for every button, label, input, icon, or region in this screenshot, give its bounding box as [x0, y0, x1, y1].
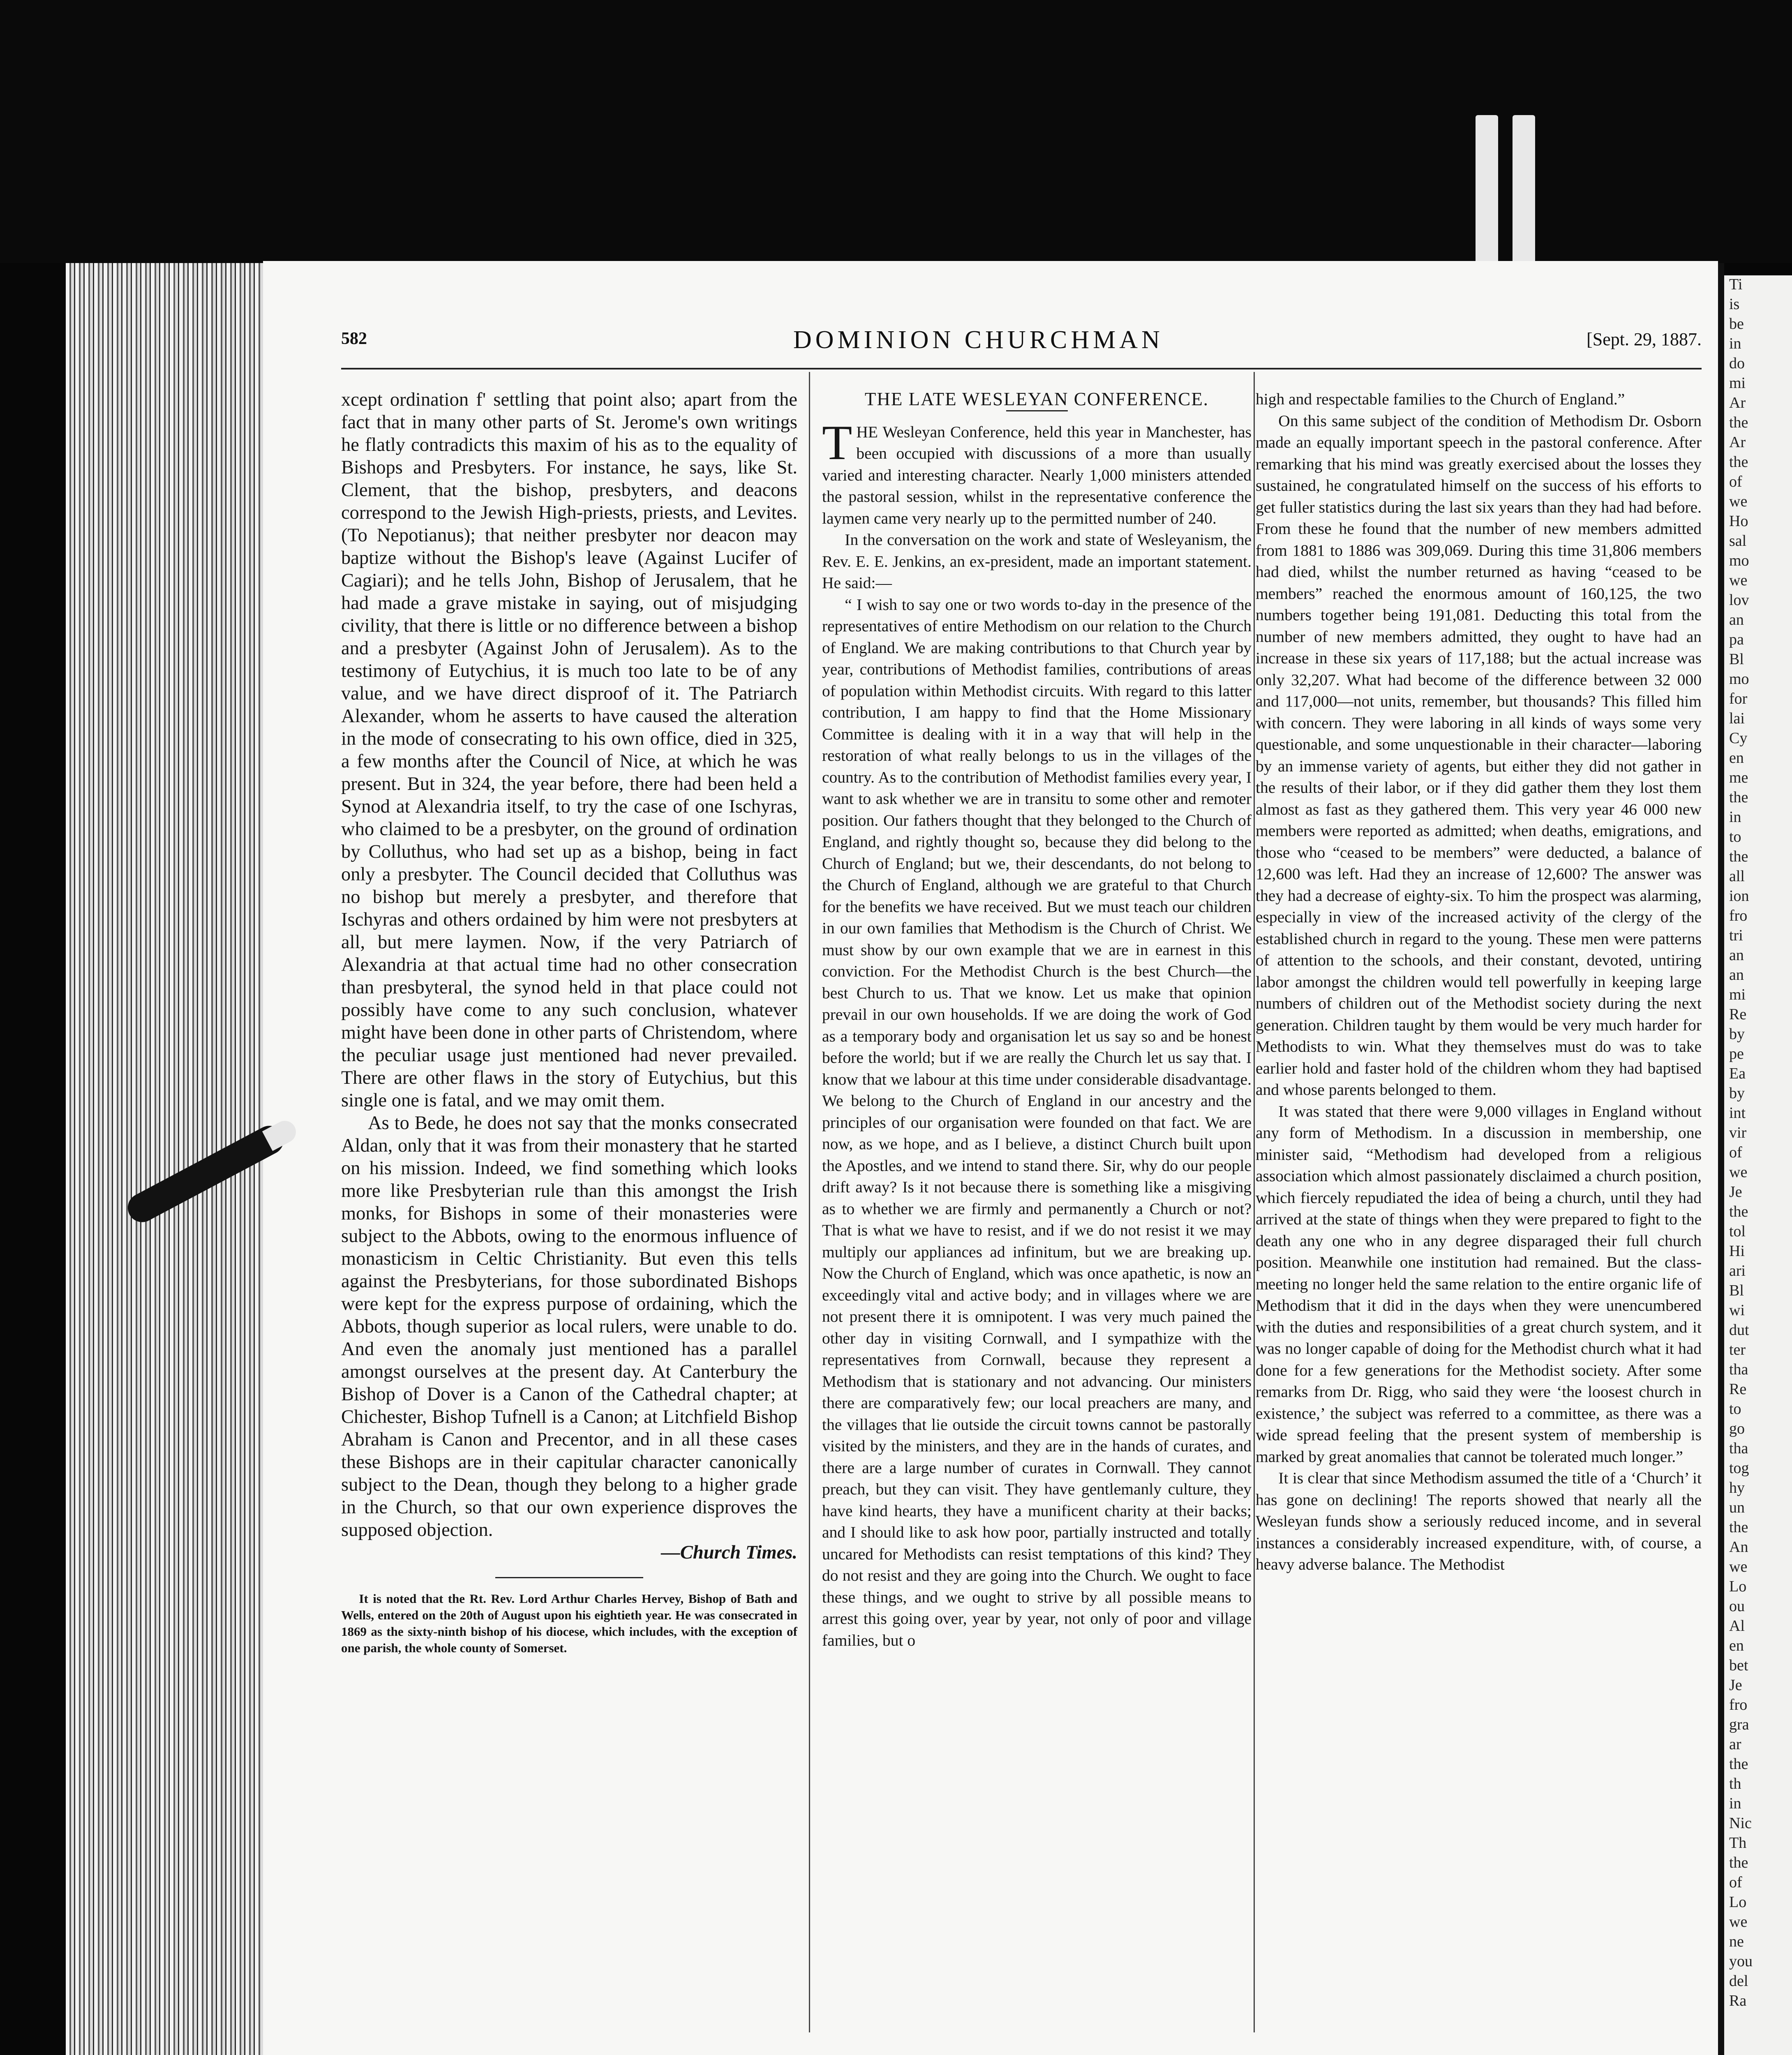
adjacent-page-word-fragment: to: [1729, 828, 1741, 845]
adjacent-page-word-fragment: Ho: [1729, 513, 1748, 530]
adjacent-page-word-fragment: an: [1729, 947, 1744, 964]
adjacent-page-word-fragment: ne: [1729, 1933, 1744, 1950]
adjacent-page-word-fragment: un: [1729, 1499, 1745, 1516]
adjacent-page-word-fragment: Je: [1729, 1676, 1742, 1694]
adjacent-page-word-fragment: th: [1729, 1775, 1741, 1792]
adjacent-page-word-fragment: the: [1729, 1519, 1748, 1536]
adjacent-page-word-fragment: ou: [1729, 1598, 1745, 1615]
adjacent-page-word-fragment: of: [1729, 473, 1742, 490]
body-paragraph: It is clear that since Methodism assumed the title of a ‘Church’ it has gone on declining! The reports showed that nearly all the Wesleyan funds show a seriously reduced income, and in several instances a considerably increased expenditure, with, of course, a heavy adverse balance. The Methodist: [1256, 1469, 1702, 1573]
adjacent-page-word-fragment: we: [1729, 572, 1748, 589]
adjacent-page-word-fragment: pa: [1729, 631, 1744, 648]
adjacent-page-word-fragment: vir: [1729, 1124, 1747, 1141]
adjacent-page-word-fragment: Bl: [1729, 651, 1744, 668]
headline-rule: [1006, 410, 1068, 411]
adjacent-page-fragment: [1724, 275, 1792, 2055]
article-headline: THE LATE WESLEYAN CONFERENCE.: [864, 389, 1209, 409]
adjacent-page-word-fragment: tha: [1729, 1361, 1748, 1378]
adjacent-page-word-fragment: ari: [1729, 1262, 1746, 1279]
book-spine: [1718, 263, 1724, 2055]
body-paragraph: It was stated that there were 9,000 villages in England without any form of Methodism. In a discussion in membership, one minister said, “Methodism had developed from a religious association which almost passionately disclaimed a church position, which fiercely repudiated the idea of being a church, until they had arrived at the state of things when they were prepared to fight to the death any one who in any degree disparaged their full church position. Meanwhile one institution had remained. But the class-meeting no longer held the same relation to the entire organic life of Methodism that it did in the days when they were unencumbered with the duties and responsibilities of a great church system, and it was no longer capable of doing for the Methodist church what it had done for a few generations for the Methodist society. After some remarks from Dr. Rigg, who said they were ‘the loosest church in existence,’ the subject was referred to a committee, as there was a wide spread feeling that the present system of membership is marked by great anomalies that cannot be tolerated much longer.”: [1256, 1102, 1702, 1466]
adjacent-page-word-fragment: go: [1729, 1420, 1745, 1437]
adjacent-page-word-fragment: del: [1729, 1972, 1748, 1990]
adjacent-page-word-fragment: the: [1729, 789, 1748, 806]
body-paragraph: In the conversation on the work and state of Wesleyanism, the Rev. E. E. Jenkins, an ex-president, made an important statement. He said:—: [822, 531, 1252, 592]
adjacent-page-word-fragment: An: [1729, 1538, 1748, 1556]
column-2: [822, 388, 1252, 1651]
adjacent-page-word-fragment: be: [1729, 315, 1744, 332]
adjacent-page-word-fragment: in: [1729, 808, 1741, 826]
adjacent-page-word-fragment: Lo: [1729, 1893, 1747, 1911]
adjacent-page-word-fragment: mi: [1729, 374, 1746, 392]
scanner-clip-mark: [1513, 115, 1535, 271]
adjacent-page-word-fragment: Bl: [1729, 1282, 1744, 1299]
adjacent-page-word-fragment: ion: [1729, 887, 1749, 905]
body-paragraph: high and respectable families to the Church of England.”: [1256, 390, 1625, 408]
body-paragraph: On this same subject of the condition of Methodism Dr. Osborn made an equally important speech in the pastoral conference. After remarking that his mind was greatly exercised about the losses they sustained, he congratulated himself on the success of his efforts to get fuller statistics during the last six years than they had had before. From these he found that the number of new members admitted from 1881 to 1886 was 309,069. During this time 31,806 members had died, whilst the number returned as having “ceased to be members” reached the enormous amount of 160,125, the two numbers together being 191,081. Deducting this total from the number of new members admitted, they ought to have had an increase in these six years of 117,188; but the actual increase was only 32,207. What had become of the difference between 32 000 and 117,000—not units, remember, but thousands? This filled him with concern. They were laboring in all kinds of ways some very questionable, and some unquestionable in their character—laboring by an immense variety of agents, but either they did not gather in the results of their labor, or if they did gather them they lost them almost as fast as they gathered them. This very year 46 000 new members were reported as admitted; when deaths, emigrations, and those who “ceased to be members” were deducted, a balance of 12,600 was left. Had they an increase of 12,600? The answer was they had a decrease of eighty-six. To him the prospect was alarming, especially in view of the increased activity of the clergy of the established church in regard to the young. These men were patterns of attention to the schools, and their constant, devoted, untiring labor amongst the children would tell powerfully in keeping large numbers of children out of the Methodist society during the next generation. Children taught by them would be very much harder for Methodists to win. What they themselves must do was to take earlier hold and faster hold of the children whom they had baptised and whose parents belonged to them.: [1256, 411, 1702, 1099]
adjacent-page-word-fragment: gra: [1729, 1716, 1749, 1733]
adjacent-page-word-fragment: we: [1729, 493, 1748, 510]
adjacent-page-word-fragment: Ar: [1729, 394, 1746, 411]
column-divider: [1254, 372, 1255, 2032]
adjacent-page-word-fragment: we: [1729, 1558, 1748, 1575]
adjacent-page-word-fragment: of: [1729, 1874, 1742, 1891]
adjacent-page-word-fragment: the: [1729, 1203, 1748, 1220]
adjacent-page-word-fragment: of: [1729, 1144, 1742, 1161]
adjacent-page-word-fragment: for: [1729, 690, 1748, 707]
issue-date: [Sept. 29, 1887.: [1586, 329, 1702, 349]
adjacent-page-word-fragment: by: [1729, 1025, 1745, 1043]
adjacent-page-word-fragment: Ar: [1729, 434, 1746, 451]
adjacent-page-word-fragment: by: [1729, 1085, 1745, 1102]
adjacent-page-word-fragment: hy: [1729, 1479, 1745, 1496]
adjacent-page-word-fragment: ar: [1729, 1736, 1741, 1753]
adjacent-page-word-fragment: Re: [1729, 1006, 1747, 1023]
adjacent-page-word-fragment: tha: [1729, 1440, 1748, 1457]
adjacent-page-word-fragment: bet: [1729, 1657, 1748, 1674]
adjacent-page-word-fragment: Nic: [1729, 1815, 1752, 1832]
adjacent-page-word-fragment: pe: [1729, 1045, 1744, 1062]
adjacent-page-word-fragment: the: [1729, 414, 1748, 431]
adjacent-page-word-fragment: the: [1729, 1854, 1748, 1871]
adjacent-page-word-fragment: to: [1729, 1400, 1741, 1418]
adjacent-page-word-fragment: the: [1729, 1755, 1748, 1773]
adjacent-page-word-fragment: tol: [1729, 1223, 1746, 1240]
adjacent-page-word-fragment: sal: [1729, 532, 1747, 550]
column-3: [1256, 388, 1702, 1575]
body-paragraph: xcept ordination f' settling that point also; apart from the fact that in many other parts of St. Jerome's own writings he flatly contradicts this maxim of his as to the equality of Bishops and Presbyters. For instance, he says, like St. Clement, that the bishop, presbyters, and deacons correspond to the Jewish High-priests, priests, and Levites. (To Nepotianus); that neither presbyter nor deacon may baptize without the Bishop's leave (Against Lucifer of Cagiari); and he tells John, Bishop of Jerusalem, that he had made a grave mistake in saying, out of misjudging civility, that there is little or no difference between a bishop and a presbyter (Against John of Jerusalem). As to the testimony of Eutychius, it is much too late to be of any value, and we have direct disproof of it. The Patriarch Alexander, whom he asserts to have caused the alteration in the mode of consecrating to his own office, died in 325, a few months after the Council of Nice, at which he was present. But in 324, the year before, there had been held a Synod at Alexandria itself, to try the case of one Ischyras, who claimed to be a presbyter, on the ground of ordination by Colluthus, who had set up as a bishop, being in fact only a presbyter. The Council decided that Colluthus was no bishop but merely a presbyter, and therefore that Ischyras and others ordained by him were not presbyters at all, but mere laymen. Now, if the very Patriarch of Alexandria at that actual time had no other consecration than presbyteral, the synod held in that place could not possibly have come to any such conclusion, whatever might have been done in other parts of Christendom, where the peculiar usage just mentioned had never prevailed. There are other flaws in the story of Eutychius, but this single one is fatal, and we may omit them.: [341, 389, 797, 1111]
adjacent-page-word-fragment: tog: [1729, 1459, 1749, 1477]
column-1: [341, 388, 797, 1656]
adjacent-page-word-fragment: en: [1729, 1637, 1744, 1654]
adjacent-page-word-fragment: Ti: [1729, 276, 1743, 293]
separator-rule: [495, 1577, 643, 1578]
adjacent-page-word-fragment: Hi: [1729, 1242, 1745, 1260]
adjacent-page-word-fragment: mo: [1729, 670, 1749, 688]
adjacent-page-word-fragment: Ra: [1729, 1992, 1747, 2009]
adjacent-page-word-fragment: you: [1729, 1953, 1753, 1970]
adjacent-page-word-fragment: dut: [1729, 1321, 1749, 1339]
adjacent-page-word-fragment: Je: [1729, 1183, 1742, 1201]
header-rule: [341, 368, 1702, 369]
adjacent-page-word-fragment: ter: [1729, 1341, 1746, 1358]
adjacent-page-word-fragment: fro: [1729, 907, 1748, 924]
page-header: [341, 326, 1702, 362]
adjacent-page-word-fragment: do: [1729, 355, 1745, 372]
adjacent-page-word-fragment: an: [1729, 966, 1744, 984]
adjacent-page-word-fragment: me: [1729, 769, 1748, 786]
adjacent-page-word-fragment: Re: [1729, 1381, 1747, 1398]
adjacent-page-word-fragment: lai: [1729, 710, 1745, 727]
adjacent-page-word-fragment: int: [1729, 1104, 1746, 1122]
adjacent-page-word-fragment: Al: [1729, 1617, 1745, 1635]
adjacent-page-word-fragment: mi: [1729, 986, 1746, 1003]
body-paragraph: As to Bede, he does not say that the monks consecrated Aldan, only that it was from their monastery that he started on his mission. Indeed, we find something which looks more like Presbyterian rule than this amongst the Irish monks, for Bishops in some of their monasteries were subject to the Abbots, owing to the enormous influence of monasticism in Celtic Christianity. But even this tells against the Presbyterians, for those subordinated Bishops were kept for the express purpose of ordaining, which the Abbots, though superior as local rulers, were unable to do. And even the anomaly just mentioned has a parallel amongst ourselves at the present day. At Canterbury the Bishop of Dover is a Canon of the Cathedral chapter; at Chichester, Bishop Tufnell is a Canon; at Litchfield Bishop Abraham is Canon and Precentor, and in all these cases these Bishops are in their capitular character canonically subject to the Dean, though they belong to a higher grade in the Church, so that our own experience disproves the supposed objection.: [341, 1113, 797, 1540]
adjacent-page-word-fragment: all: [1729, 868, 1745, 885]
quoted-speech-paragraph: “ I wish to say one or two words to-day in the presence of the representatives of entire Methodism on our relation to the Church of England. We are making contributions to that Church year by year, contributions of Methodist families, contributions of areas of population within Methodist circuits. With regard to this latter contribution, I am happy to find that the Home Missionary Committee is dealing with it in a way that will help in the restoration of what really belongs to us in the villages of the country. As to the contribution of Methodist families every year, I want to ask whether we are in transitu to some other and remoter position. Our fathers thought that they belonged to the Church of England, and rightly thought so, because they did belong to the Church of England; but we, their descendants, do not belong to the Church of England, although we are grateful to that Church for the benefits we have received. But we must teach our children in our own families that Methodism is the Church of Christ. We must show by our own example that we are in earnest in this conviction. For the Methodist Church is the best Church—the best Church to us. That we know. Let us make that opinion prevail in our own households. If we are doing the work of God as a temporary body and organisation let us say so and be honest before the world; but if we are really the Church let us say that. I know that we labour at this time under considerable disadvantage. We belong to the Church of England in our ancestry and the principles of our organisation were founded on that fact. We are now, as we hope, and as I believe, a distinct Church built upon the Apostles, and we intend to stand there. Sir, why do our people drift away? Is it not because there is something like a misgiving as to whether we are firmly and permanently a Church or not? That is what we have to resist, and if we do not resist it we may multiply our appliances ad infinitum, but we are breaking up. Now the Church of England, which was once apathetic, is now an exceedingly vital and active body; and in villages where we are not present there it is omnipotent. I was very much pained the other day in visiting Cornwall, and I sympathize with the representatives from Cornwall, because they represent a Methodism that is stationary and not advancing. Our ministers there are comparatively few; our local preachers are many, and the villages that lie outside the circuit towns cannot be pastorally visited by the ministers, and they are in the hands of curates, and there are a large number of curates in Cornwall. They cannot preach, but they can visit. They have gentlemanly culture, they have kind hearts, they have a munificent charity at their backs; and I should like to ask how poor, partially instructed and totally uncared for Methodists can resist temptations of this kind? They do not resist and they are going into the Church. We ought to face these things, and we ought to strive by all possible means to arrest this going over, year by year, not only of poor and village families, but o: [822, 595, 1252, 1649]
adjacent-page-word-fragment: in: [1729, 1795, 1741, 1812]
adjacent-page-word-fragment: in: [1729, 335, 1741, 352]
adjacent-page-word-fragment: Ea: [1729, 1065, 1746, 1082]
column-divider: [809, 372, 810, 2032]
adjacent-page-word-fragment: mo: [1729, 552, 1749, 569]
adjacent-page-word-fragment: en: [1729, 749, 1744, 767]
page-number: 582: [341, 329, 367, 348]
adjacent-page-word-fragment: Th: [1729, 1834, 1747, 1852]
adjacent-page-word-fragment: fro: [1729, 1696, 1748, 1713]
news-note: It is noted that the Rt. Rev. Lord Arthur Charles Hervey, Bishop of Bath and Wells, entered on the 20th of August upon his eightieth year. He was consecrated in 1869 as the sixty-ninth bishop of his diocese, which includes, with the exception of one parish, the whole county of Somerset.: [341, 1591, 797, 1655]
adjacent-page-word-fragment: an: [1729, 611, 1744, 628]
adjacent-page-word-fragment: is: [1729, 296, 1740, 313]
adjacent-page-word-fragment: wi: [1729, 1302, 1745, 1319]
adjacent-page-word-fragment: lov: [1729, 591, 1749, 609]
adjacent-page-word-fragment: the: [1729, 453, 1748, 471]
adjacent-page-word-fragment: Cy: [1729, 730, 1748, 747]
article-source: —Church Times.: [661, 1542, 797, 1563]
adjacent-page-word-fragment: we: [1729, 1164, 1748, 1181]
body-paragraph: THE Wesleyan Conference, held this year in Manchester, has been occupied with discussions of a more than usually varied and interesting character. Nearly 1,000 ministers attended the pastoral session, whilst in the representative conference the laymen came very nearly up to the permitted number of 240.: [822, 415, 1252, 527]
adjacent-page-word-fragment: we: [1729, 1913, 1748, 1930]
adjacent-page-word-fragment: the: [1729, 848, 1748, 865]
masthead-title: DOMINION CHURCHMAN: [793, 326, 1164, 354]
adjacent-page-word-fragment: Lo: [1729, 1578, 1747, 1595]
adjacent-page-word-fragment: tri: [1729, 927, 1743, 944]
scanner-clip-mark: [1476, 115, 1498, 271]
